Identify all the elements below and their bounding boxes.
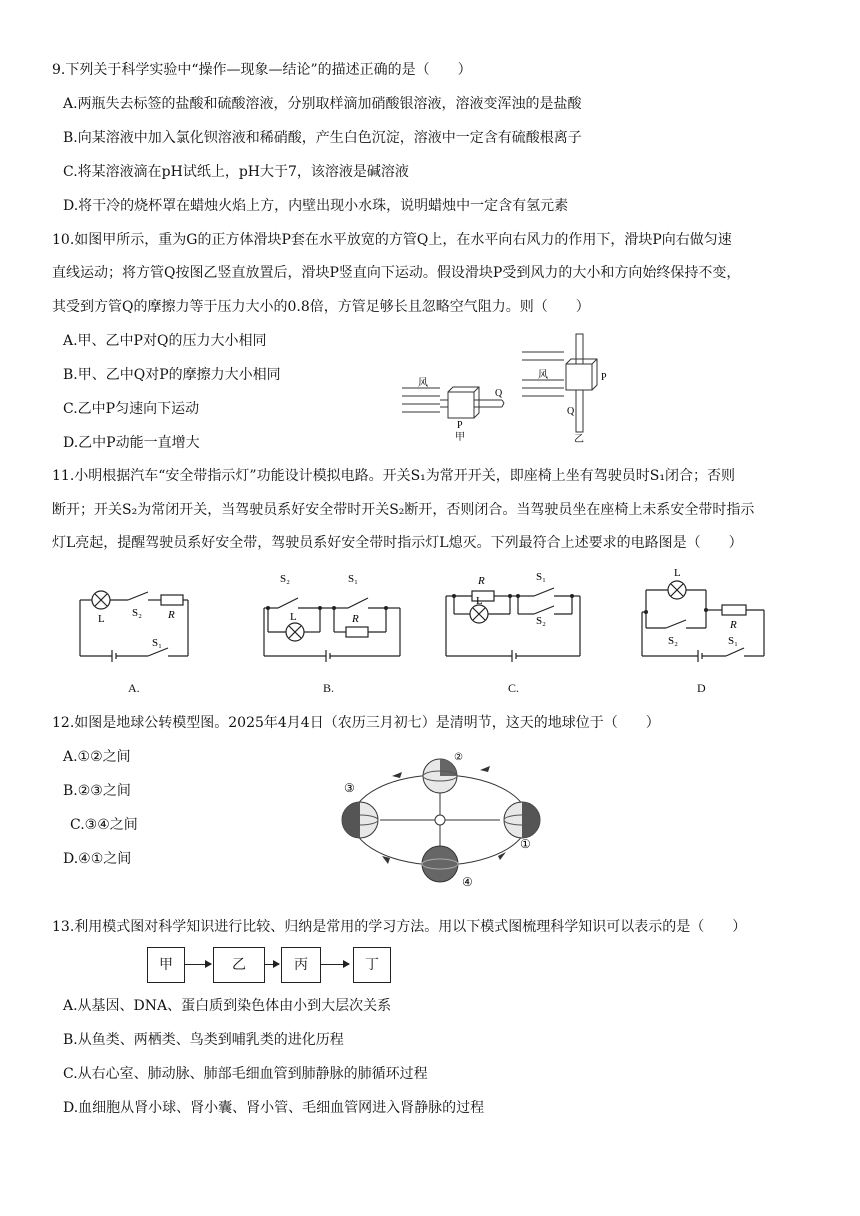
q10-stem-line2: 直线运动；将方管Q按图乙竖直放置后，滑块P竖直向下运动。假设滑块P受到风力的大小和方向始终保持不变，: [52, 265, 741, 281]
d-lamp-label: L: [674, 567, 681, 579]
q10-stem-line1: 10.如图甲所示，重为G的正方体滑块P套在水平放宽的方管Q上，在水平向右风力的作用下，滑块P向右做匀速: [52, 232, 732, 248]
figure-yi: [520, 332, 620, 444]
earth-right: [504, 802, 540, 838]
q-label-jia: Q: [495, 388, 503, 399]
q12-option-c: C.③④之间: [70, 817, 138, 833]
jia-label: 甲: [455, 432, 465, 443]
caption-b: B.: [323, 681, 335, 695]
q9-option-d: D.将干冷的烧杯罩在蜡烛火焰上方，内壁出现小水珠，说明蜡烛中一定含有氢元素: [63, 198, 569, 214]
a-r-label: R: [168, 609, 175, 621]
flow-arrow-3: [321, 964, 349, 965]
d-r-label: R: [730, 619, 737, 631]
yi-label: 乙: [574, 434, 584, 444]
earth-bottom: [422, 846, 458, 882]
q10-option-a: A.甲、乙中P对Q的压力大小相同: [63, 333, 267, 349]
position-4: ④: [462, 875, 473, 889]
c-s2-label: S₂: [536, 615, 546, 627]
d-s1-label: S₁: [728, 635, 738, 647]
b-s1-label: S₁: [348, 573, 358, 585]
flow-box-jia: 甲: [147, 947, 185, 983]
q12-option-a: A.①②之间: [63, 749, 131, 765]
orbit-diagram: [330, 752, 560, 892]
circuit-b: [258, 566, 408, 666]
circuit-a: [76, 570, 206, 665]
d-s2-label: S₂: [668, 635, 678, 647]
flow-box-bing: 丙: [281, 947, 321, 983]
a-s2-label: S₂: [132, 607, 142, 619]
b-r-label: R: [352, 613, 359, 625]
flow-box-yi: 乙: [213, 947, 265, 983]
q13-option-b: B.从鱼类、两栖类、鸟类到哺乳类的进化历程: [63, 1032, 344, 1048]
a-lamp-label: L: [98, 613, 105, 625]
wind-label-yi: 风: [538, 370, 548, 381]
c-r-label: R: [478, 575, 485, 587]
caption-d: D: [697, 681, 706, 695]
p-label-jia: P: [457, 420, 463, 431]
circuit-c: [440, 566, 590, 666]
earth-top: [423, 759, 457, 793]
caption-c: C.: [508, 681, 520, 695]
flow-arrow-2: [265, 964, 279, 965]
c-s1-label: S₁: [536, 571, 546, 583]
position-1: ①: [520, 837, 531, 851]
figure-jia: [400, 376, 510, 446]
q12-option-d: D.④①之间: [63, 851, 132, 867]
q10-option-b: B.甲、乙中Q对P的摩擦力大小相同: [63, 367, 281, 383]
a-s1-label: S₁: [152, 637, 162, 649]
c-lamp-label: L: [476, 595, 483, 607]
q9-option-b: B.向某溶液中加入氯化钡溶液和稀硝酸，产生白色沉淀，溶液中一定含有硫酸根离子: [63, 130, 582, 146]
q-label-yi: Q: [567, 406, 575, 417]
b-lamp-label: L: [290, 611, 297, 623]
circuit-d: [636, 562, 776, 666]
position-2: ②: [454, 752, 463, 763]
q9-option-c: C.将某溶液滴在pH试纸上，pH大于7，该溶液是碱溶液: [63, 164, 409, 180]
q12-stem: 12.如图是地球公转模型图。2025年4月4日（农历三月初七）是清明节，这天的地球位于（ ）: [52, 715, 660, 731]
q9-stem: 9.下列关于科学实验中“操作—现象—结论”的描述正确的是（ ）: [52, 62, 472, 78]
q9-option-a: A.两瓶失去标签的盐酸和硫酸溶液，分别取样滴加硝酸银溶液，溶液变浑浊的是盐酸: [63, 96, 582, 112]
flow-box-ding: 丁: [353, 947, 391, 983]
q10-option-c: C.乙中P匀速向下运动: [63, 401, 200, 417]
q10-stem-line3: 其受到方管Q的摩擦力等于压力大小的0.8倍，方管足够长且忽略空气阻力。则（ ）: [52, 299, 590, 315]
q13-option-c: C.从右心室、肺动脉、肺部毛细血管到肺静脉的肺循环过程: [63, 1066, 428, 1082]
p-label-yi: P: [601, 372, 607, 383]
q13-option-d: D.血细胞从肾小球、肾小囊、肾小管、毛细血管网进入肾静脉的过程: [63, 1100, 485, 1116]
q12-option-b: B.②③之间: [63, 783, 131, 799]
q11-stem-line3: 灯L亮起，提醒驾驶员系好安全带，驾驶员系好安全带时指示灯L熄灭。下列最符合上述要求的电路图是（ ）: [52, 535, 743, 551]
q11-stem-line1: 11.小明根据汽车“安全带指示灯”功能设计模拟电路。开关S₁为常开开关，即座椅上坐有驾驶员时S₁闭合；否则: [52, 468, 735, 484]
position-3: ③: [344, 781, 355, 795]
q13-stem: 13.利用模式图对科学知识进行比较、归纳是常用的学习方法。用以下模式图梳理科学知识可以表示的是（ ）: [52, 919, 747, 935]
q13-option-a: A.从基因、DNA、蛋白质到染色体由小到大层次关系: [63, 998, 392, 1014]
q10-option-d: D.乙中P动能一直增大: [63, 435, 200, 451]
caption-a: A.: [128, 681, 140, 695]
earth-left: [342, 802, 378, 838]
flow-arrow-1: [185, 964, 211, 965]
b-s2-label: S₂: [280, 573, 290, 585]
wind-label-jia: 风: [418, 378, 428, 389]
q11-stem-line2: 断开；开关S₂为常闭开关，当驾驶员系好安全带时开关S₂断开，否则闭合。当驾驶员坐在座椅上未系安全带时指示: [52, 502, 755, 518]
